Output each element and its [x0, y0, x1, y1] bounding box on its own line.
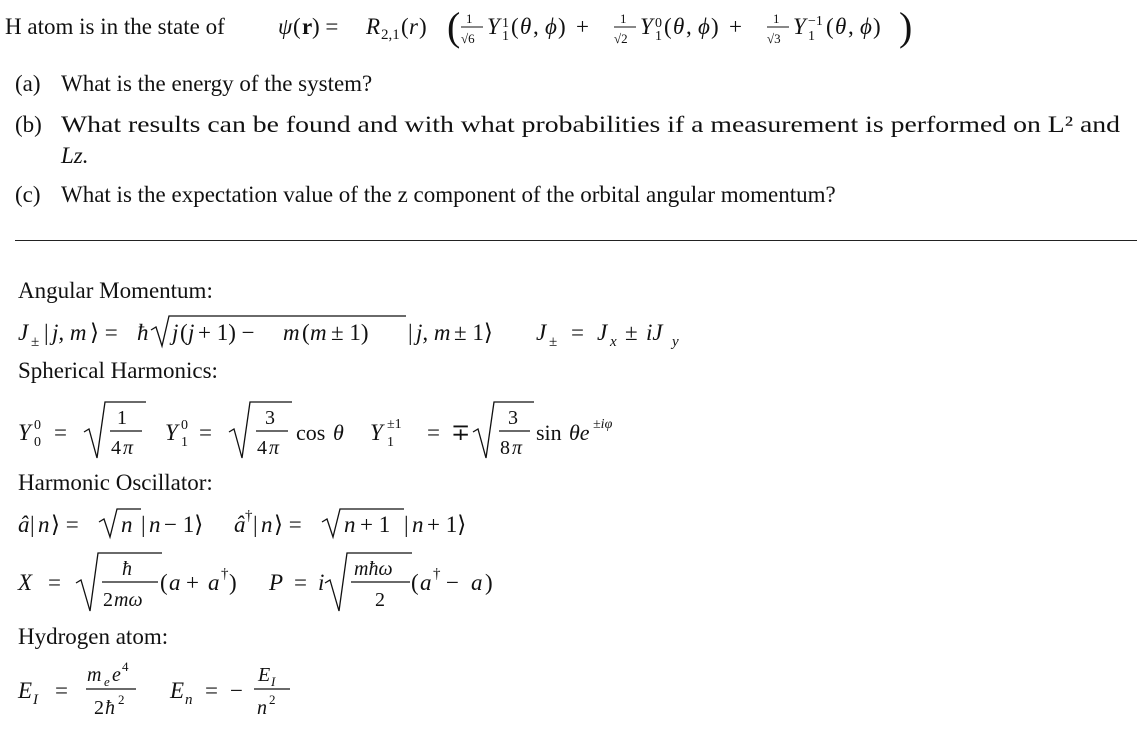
svg-text:(: (	[411, 570, 419, 595]
svg-text:Y: Y	[640, 14, 653, 39]
svg-text:2,1: 2,1	[381, 27, 400, 43]
svg-text:(a): (a)	[15, 71, 41, 96]
spherical-harmonics-title: Spherical Harmonics:	[18, 358, 218, 383]
svg-text:±: ±	[625, 320, 638, 345]
svg-text:1: 1	[466, 11, 473, 26]
annihilation-operator-formula	[18, 509, 203, 537]
svg-text:n: n	[257, 697, 267, 719]
svg-text:): )	[558, 14, 566, 39]
spherical-harmonic-y10	[165, 402, 344, 459]
svg-text:0: 0	[655, 16, 662, 31]
svg-text:â: â	[18, 512, 30, 537]
svg-text:(b): (b)	[15, 112, 42, 137]
angular-momentum-ladder-formula	[18, 316, 493, 350]
svg-text:±1: ±1	[387, 417, 402, 432]
svg-text:2: 2	[94, 697, 104, 719]
svg-text:ϕ: ϕ	[545, 14, 557, 39]
harmonic-oscillator-title: Harmonic Oscillator:	[18, 470, 213, 495]
spherical-harmonic-y00	[18, 402, 146, 459]
svg-text:2: 2	[103, 589, 113, 611]
big-right-paren: )	[899, 4, 913, 49]
svg-text:n: n	[149, 512, 161, 537]
svg-text:θe: θe	[569, 420, 590, 445]
svg-text:n: n	[185, 692, 193, 708]
svg-text:,: ,	[686, 14, 692, 39]
svg-text:n: n	[412, 512, 424, 537]
svg-text:0: 0	[34, 435, 41, 450]
angular-momentum-definition	[536, 320, 679, 350]
svg-text:+ 1: + 1	[360, 512, 391, 537]
svg-text:4: 4	[122, 659, 129, 674]
svg-text:− 1⟩: − 1⟩	[164, 512, 204, 537]
svg-text:n: n	[261, 512, 273, 537]
svg-text:∓: ∓	[451, 420, 471, 445]
hydrogen-atom-title: Hydrogen atom:	[18, 624, 169, 649]
svg-text:−1: −1	[808, 14, 823, 29]
svg-text:|: |	[404, 512, 409, 537]
svg-text:†: †	[433, 566, 441, 582]
svg-text:n: n	[121, 512, 133, 537]
svg-text:Y: Y	[793, 14, 806, 39]
svg-text:What results can be found and: What results can be found and with what probabilities if a measurement is performed on L² and	[61, 112, 1121, 137]
svg-text:): )	[229, 570, 237, 595]
position-operator-formula	[17, 553, 237, 611]
svg-text:3: 3	[508, 407, 518, 429]
svg-text:|: |	[408, 320, 413, 345]
svg-text:iJ: iJ	[646, 320, 663, 345]
svg-text:± 1⟩: ± 1⟩	[454, 320, 493, 345]
svg-text:a: a	[471, 570, 483, 595]
svg-text:r: r	[409, 14, 418, 39]
svg-text:⟩ =: ⟩ =	[274, 512, 302, 537]
svg-text:0: 0	[34, 418, 41, 433]
svg-text:+: +	[186, 570, 199, 595]
svg-text:E: E	[170, 678, 185, 703]
spherical-harmonic-y1pm1	[370, 402, 613, 459]
svg-text:=: =	[294, 570, 307, 595]
svg-text:(: (	[302, 320, 310, 345]
svg-text:√2: √2	[614, 31, 628, 46]
svg-text:sin: sin	[536, 420, 562, 445]
svg-text:): )	[485, 570, 493, 595]
svg-text:1: 1	[808, 29, 815, 44]
svg-text:a: a	[169, 570, 181, 595]
svg-text:π: π	[512, 437, 523, 459]
svg-text:(: (	[511, 14, 519, 39]
svg-text:): )	[873, 14, 881, 39]
svg-text:r: r	[302, 14, 313, 39]
svg-text:+ 1⟩: + 1⟩	[427, 512, 467, 537]
svg-text:4: 4	[257, 437, 267, 459]
svg-text:4: 4	[111, 437, 121, 459]
svg-text:=: =	[54, 420, 67, 445]
svg-text:Y: Y	[18, 420, 31, 445]
svg-text:What is the expectation value: What is the expectation value of the z component of the orbital angular momentum?	[61, 182, 836, 207]
svg-text:P: P	[269, 570, 284, 595]
svg-text:X: X	[18, 570, 33, 595]
svg-text:−: −	[230, 678, 243, 703]
svg-text:±iφ: ±iφ	[593, 417, 613, 432]
momentum-operator-formula	[268, 553, 493, 611]
svg-text:I: I	[271, 674, 276, 689]
svg-text:j, m: j, m	[52, 320, 87, 345]
svg-text:θ: θ	[673, 14, 685, 39]
radial-function: R	[366, 14, 381, 39]
svg-text:|: |	[253, 512, 258, 537]
svg-text:−: −	[446, 570, 459, 595]
svg-text:m: m	[310, 320, 327, 345]
svg-text:Y: Y	[487, 14, 500, 39]
svg-text:mω: mω	[114, 589, 143, 611]
svg-text:(: (	[160, 570, 168, 595]
svg-text:|: |	[141, 512, 146, 537]
svg-text:ϕ: ϕ	[860, 14, 872, 39]
svg-text:†: †	[221, 566, 229, 582]
svg-text:π: π	[123, 437, 134, 459]
svg-text:E: E	[258, 664, 271, 686]
svg-text:J: J	[597, 320, 608, 345]
svg-text:n: n	[344, 512, 356, 537]
svg-text:mħω: mħω	[354, 558, 393, 580]
svg-text:|: |	[44, 320, 49, 345]
svg-text:1: 1	[181, 435, 188, 450]
svg-text:,: ,	[533, 14, 539, 39]
svg-text:â: â	[234, 512, 246, 537]
psi-symbol: ψ	[278, 14, 293, 39]
svg-text:e: e	[112, 664, 121, 686]
svg-text:3: 3	[265, 407, 275, 429]
svg-text:†: †	[245, 508, 253, 524]
svg-text:Lz.: Lz.	[61, 143, 89, 168]
svg-text:θ: θ	[520, 14, 532, 39]
svg-text:i: i	[318, 570, 325, 595]
svg-text:a: a	[208, 570, 220, 595]
svg-text:1: 1	[502, 16, 509, 31]
svg-text:): )	[419, 14, 427, 39]
creation-operator-formula	[234, 508, 466, 537]
svg-text:=: =	[427, 420, 440, 445]
svg-text:0: 0	[181, 418, 188, 433]
svg-text:(: (	[664, 14, 672, 39]
svg-text:m: m	[283, 320, 300, 345]
svg-text:√3: √3	[767, 31, 781, 46]
svg-text:=: =	[55, 678, 68, 703]
svg-text:1: 1	[502, 29, 509, 44]
svg-text:j: j	[188, 320, 195, 345]
ionization-energy-formula	[17, 659, 136, 719]
svg-text:): )	[711, 14, 719, 39]
svg-text:cos: cos	[296, 420, 326, 445]
svg-text:j: j	[172, 320, 179, 345]
svg-text:√6: √6	[461, 31, 475, 46]
svg-text:) =: ) =	[312, 14, 339, 39]
svg-text:Y: Y	[370, 420, 383, 445]
problem-intro: H atom is in the state of	[5, 14, 225, 39]
svg-text:=: =	[205, 678, 218, 703]
svg-text:(: (	[180, 320, 188, 345]
svg-text:m: m	[87, 664, 102, 686]
big-left-paren: (	[447, 4, 461, 49]
svg-text:± 1): ± 1)	[331, 320, 369, 345]
svg-text:e: e	[104, 674, 110, 689]
svg-text:ħ: ħ	[137, 320, 149, 345]
svg-text:2: 2	[375, 589, 385, 611]
svg-text:Y: Y	[165, 420, 178, 445]
svg-text:n: n	[38, 512, 50, 537]
svg-text:|: |	[30, 512, 35, 537]
svg-text:=: =	[571, 320, 584, 345]
svg-text:ħ: ħ	[105, 697, 115, 719]
svg-text:8: 8	[500, 437, 510, 459]
svg-text:1: 1	[117, 407, 127, 429]
svg-text:θ: θ	[835, 14, 847, 39]
svg-text:±: ±	[549, 334, 558, 350]
svg-text:θ: θ	[333, 420, 344, 445]
svg-text:,: ,	[848, 14, 854, 39]
svg-text:1: 1	[655, 29, 662, 44]
svg-text:ϕ: ϕ	[698, 14, 710, 39]
svg-text:a: a	[420, 570, 432, 595]
svg-text:+ 1) −: + 1) −	[198, 320, 255, 345]
svg-text:J: J	[536, 320, 547, 345]
svg-text:π: π	[269, 437, 280, 459]
svg-text:±: ±	[31, 334, 40, 350]
svg-text:E: E	[18, 678, 33, 703]
svg-text:ħ: ħ	[122, 558, 132, 580]
svg-text:(: (	[293, 14, 301, 39]
svg-text:1: 1	[773, 11, 780, 26]
svg-text:⟩ =: ⟩ =	[51, 512, 79, 537]
svg-text:J: J	[18, 320, 29, 345]
svg-text:j, m: j, m	[416, 320, 451, 345]
svg-text:I: I	[33, 692, 38, 708]
svg-text:(: (	[401, 14, 409, 39]
svg-text:+: +	[576, 14, 589, 39]
svg-text:y: y	[672, 334, 679, 350]
svg-text:x: x	[610, 334, 617, 350]
svg-text:1: 1	[387, 435, 394, 450]
svg-text:(: (	[826, 14, 834, 39]
svg-text:2: 2	[269, 692, 276, 707]
energy-level-formula	[169, 664, 290, 719]
svg-text:1: 1	[620, 11, 627, 26]
svg-text:+: +	[729, 14, 742, 39]
svg-text:2: 2	[118, 692, 125, 707]
svg-text:(c): (c)	[15, 182, 41, 207]
svg-text:=: =	[199, 420, 212, 445]
svg-text:What is the energy of the syst: What is the energy of the system?	[61, 71, 373, 96]
svg-text:=: =	[48, 570, 61, 595]
angular-momentum-title: Angular Momentum:	[18, 278, 213, 303]
svg-text:⟩ =: ⟩ =	[90, 320, 118, 345]
